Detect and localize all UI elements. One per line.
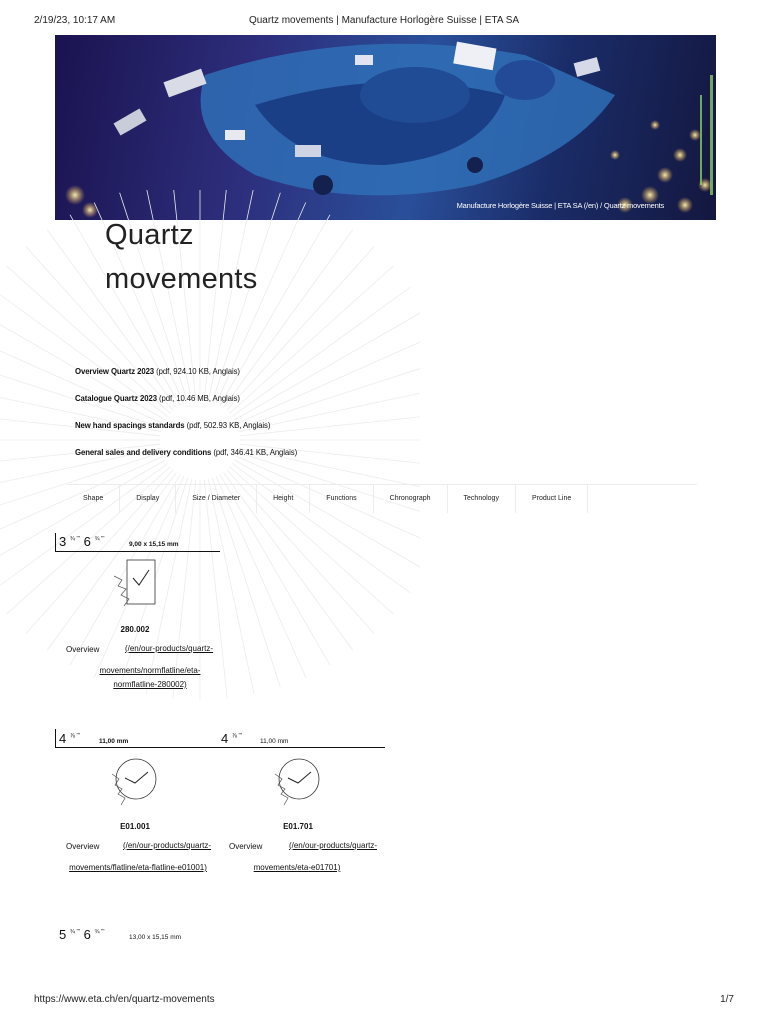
- dimension-label: 11,00 mm: [260, 738, 289, 745]
- caliber-name: E01.701: [283, 822, 313, 831]
- group-divider: [55, 747, 385, 748]
- size-label: 5 $^{\frac{3}{4} '''}$ 6 $^{\frac{3}{4} '''}$: [59, 927, 105, 942]
- print-url: https://www.eta.ch/en/quartz-movements: [34, 994, 215, 1005]
- download-sales-conditions[interactable]: General sales and delivery conditions (pdf, 346.41 KB, Anglais): [75, 448, 298, 457]
- print-page-number: 1/7: [720, 994, 734, 1005]
- size-label: 3 $^{\frac{3}{4} '''}$ 6 $^{\frac{3}{4} '''}$: [59, 534, 105, 549]
- caliber-name: 280.002: [120, 625, 150, 634]
- filter-shape[interactable]: Shape: [67, 485, 120, 513]
- filter-technology[interactable]: Technology: [448, 485, 516, 513]
- rectangle-movement-icon[interactable]: [112, 558, 158, 608]
- breadcrumb-separator: (/en) /: [581, 201, 604, 210]
- caliber-name: E01.001: [120, 822, 150, 831]
- group-divider: [55, 533, 56, 552]
- download-hand-spacings[interactable]: New hand spacings standards (pdf, 502.93 KB, Anglais): [75, 421, 271, 430]
- round-movement-icon[interactable]: [271, 758, 323, 808]
- filter-product-line[interactable]: Product Line: [516, 485, 588, 513]
- filter-display[interactable]: Display: [120, 485, 176, 513]
- caliber-overview-label: Overview: [229, 842, 263, 851]
- breadcrumb-home-link[interactable]: Manufacture Horlogère Suisse | ETA SA: [456, 201, 582, 210]
- caliber-overview-label: Overview: [66, 842, 100, 851]
- print-date: 2/19/23, 10:17 AM: [34, 15, 116, 26]
- dimension-label: 13,00 x 15,15 mm: [129, 934, 182, 941]
- group-divider: [55, 729, 56, 748]
- downloads-list: [75, 366, 297, 474]
- caliber-overview-link[interactable]: (/en/our-products/quartz- movements/flatline/eta-flatline-e01001): [69, 841, 212, 872]
- caliber-overview-link[interactable]: (/en/our-products/quartz- movements/normflatline/eta- normflatline-280002): [99, 644, 214, 689]
- breadcrumb-current: Quartz movements: [603, 201, 664, 210]
- burst-line: [0, 460, 165, 570]
- round-movement-icon[interactable]: [108, 758, 160, 808]
- group-divider: [55, 551, 220, 552]
- size-label: 4 $^{\frac{7}{8} '''}$: [59, 731, 80, 746]
- filter-height[interactable]: Height: [257, 485, 310, 513]
- print-header: [0, 15, 768, 29]
- dimension-label: 11,00 mm: [99, 738, 129, 745]
- size-label: 4 $^{\frac{7}{8} '''}$: [221, 731, 242, 746]
- print-title: Quartz movements | Manufacture Horlogère Suisse | ETA SA: [248, 15, 520, 26]
- filter-bar: [67, 484, 697, 512]
- download-overview-quartz[interactable]: Overview Quartz 2023 (pdf, 924.10 KB, Anglais): [75, 367, 240, 376]
- breadcrumb: [457, 201, 664, 210]
- burst-line: [235, 460, 420, 570]
- caliber-overview-link[interactable]: (/en/our-products/quartz- movements/eta-e01701): [253, 841, 378, 872]
- filter-functions[interactable]: Functions: [310, 485, 373, 513]
- filter-chronograph[interactable]: Chronograph: [374, 485, 448, 513]
- dimension-label: 9,00 x 15,15 mm: [129, 541, 179, 548]
- page-title: Quartz movements: [105, 219, 258, 295]
- download-catalogue-quartz[interactable]: Catalogue Quartz 2023 (pdf, 10.46 MB, Anglais): [75, 394, 240, 403]
- caliber-overview-label: Overview: [66, 645, 100, 654]
- filter-size-diameter[interactable]: Size / Diameter: [176, 485, 257, 513]
